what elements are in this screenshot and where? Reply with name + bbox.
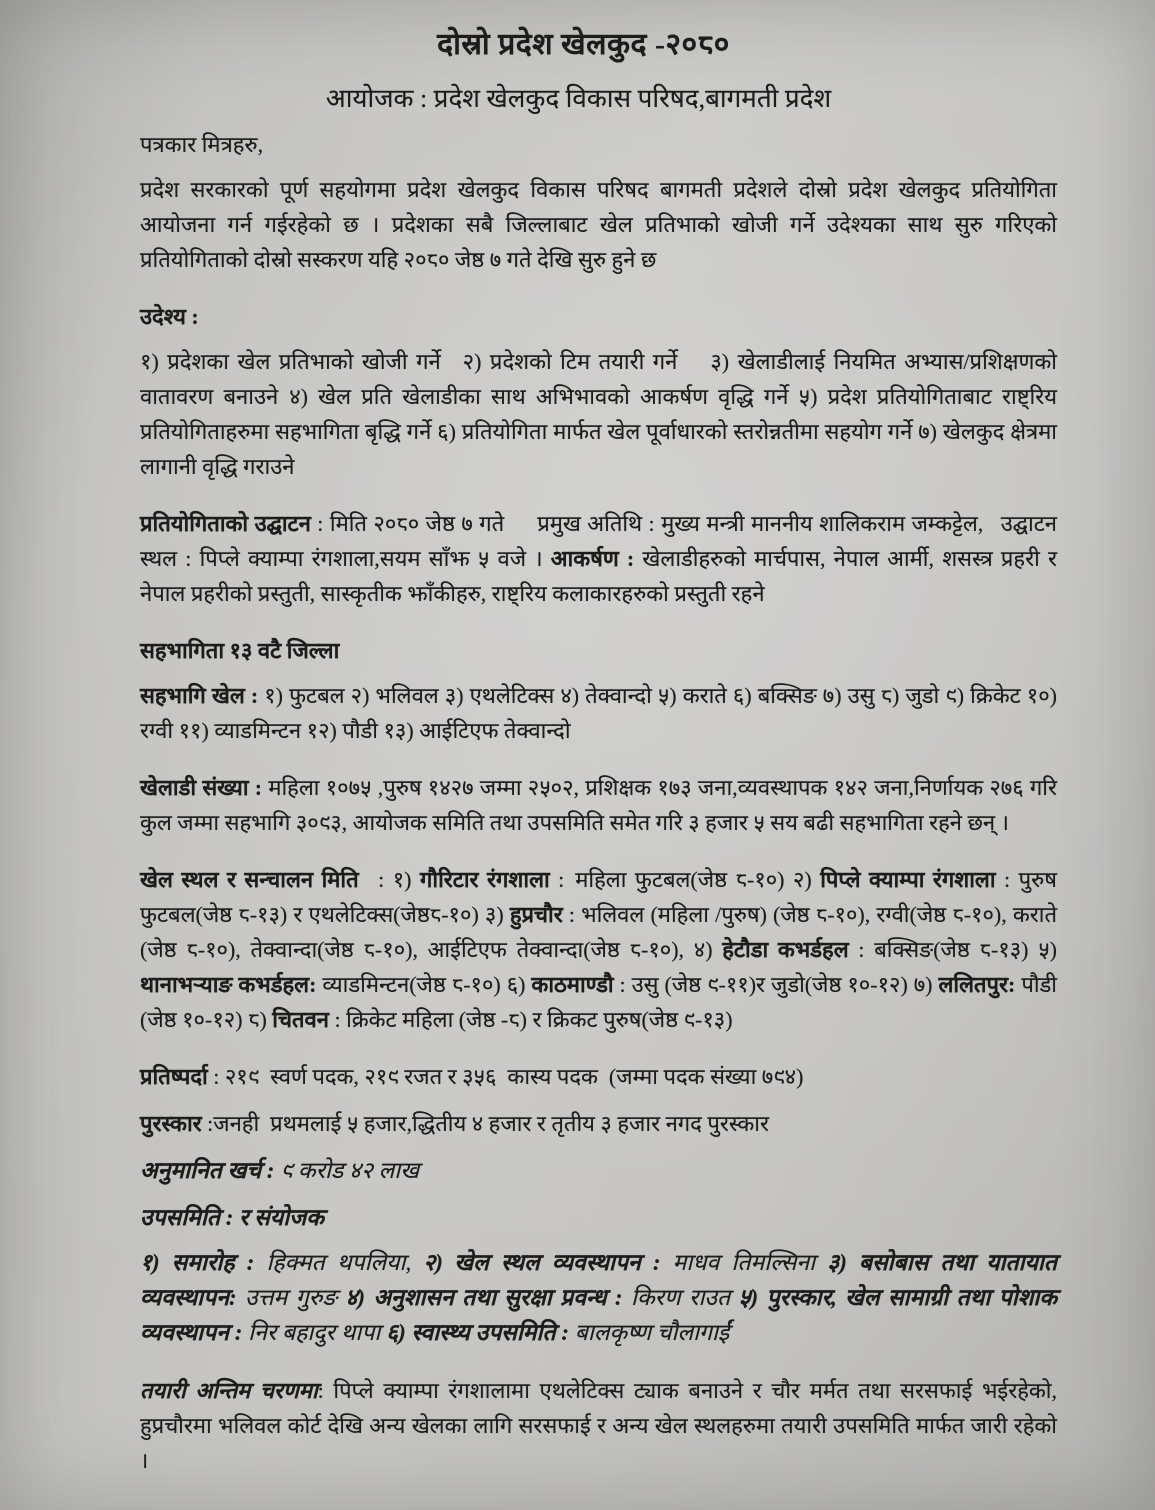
objectives-heading: उदेश्य : [140, 304, 199, 329]
final-preparation-paragraph: तयारी अन्तिम चरणमा: पिप्ले क्याम्पा रंगशालामा एथलेटिक्स ट्याक बनाउने र चौर मर्मत तथा सरसफाई भईरहेको, हुप्रचौरमा भलिवल कोर्ट देखि अन्य खेलका लागि सरसफाई र अन्य खेल स्थलहरुमा तयारी उपसमिति मार्फत जारी रहेको । [140, 1378, 1057, 1473]
inauguration-paragraph: प्रतियोगिताको उद्घाटन : मिति २०८० जेष्ठ ७ गते प्रमुख अतिथि : मुख्य मन्त्री माननीय शालिकराम जम्कट्टेल, उद्घाटन स्थल : पिप्ले क्याम्पा रंगशाला,सयम साँझ ५ वजे । आकर्षण : खेलाडीहरुको मार्चपास, नेपाल आर्मी, शसस्त्र प्रहरी र नेपाल प्रहरीको प्रस्तुती, सास्कृतीक झाँकीहरु, राष्ट्रिय कलाकारहरुको प्रस्तुती रहने [140, 511, 1057, 606]
prize-line: पुरस्कार :जनही प्रथमलाई ५ हजार,द्धितीय ४ हजार र तृतीय ३ हजार नगद पुरस्कार [140, 1111, 769, 1136]
venues-schedule-paragraph: खेल स्थल र सन्चालन मिति : १) गौरिटार रंगशाला : महिला फुटबल(जेष्ठ ८-१०) २) पिप्ले क्याम्पा रंगशाला : पुरुष फुटबल(जेष्ठ ८-१३) र एथलेटिक्स(जेष्ठ८-१०) ३) हुप्रचौर : भलिवल (महिला /पुरुष) (जेष्ठ ८-१०), रग्वी(जेष्ठ ८-१०), कराते (जेष्ठ ८-१०), तेक्वान्दा(जेष्ठ ८-१०), आईटिएफ तेक्वान्दा(जेष्ठ ८-१०), ४) हेटौडा कभर्डहल : बक्सिङ(जेष्ठ ८-१३) ५) थानाभऱ्याङ कभर्डहल: व्याडमिन्टन(जेष्ठ ८-१०) ६) काठमाण्डौ : उसु (जेष्ठ ९-११)र जुडो(जेष्ठ १०-१२) ७) ललितपुर: पौडी (जेष्ठ १०-१२) ८) चितवन : क्रिकेट महिला (जेष्ठ -८) र क्रिकट पुरुष(जेष्ठ ९-१३) [140, 867, 1057, 1032]
participation-heading: सहभागिता १३ वटै जिल्ला [140, 638, 340, 663]
objectives-paragraph: १) प्रदेशका खेल प्रतिभाको खोजी गर्ने २) प्रदेशको टिम तयारी गर्ने ३) खेलाडीलाई नियमित अभ्यास/प्रशिक्षणको वातावरण बनाउने ४) खेल प्रति खेलाडीका साथ अभिभावको आकर्षण वृद्धि गर्ने ५) प्रदेश प्रतियोगिताबाट राष्ट्रिय प्रतियोगिताहरुमा सहभागिता बृद्धि गर्ने ६) प्रतियोगिता मार्फत खेल पूर्वाधारको स्तरोन्नतीमा सहयोग गर्ने ७) खेलकुद क्षेत्रमा लागानी वृद्धि गराउने [140, 349, 1057, 479]
organizer-line: आयोजक : प्रदेश खेलकुद विकास परिषद,बागमती प्रदेश [325, 84, 832, 113]
document-title: दोस्रो प्रदेश खेलकुद -२०८० [437, 28, 730, 61]
budget-line: अनुमानित खर्च : ९ करोड ४२ लाख [140, 1158, 420, 1183]
salutation: पत्रकार मित्रहरु, [140, 132, 264, 157]
subcommittee-heading: उपसमिति : र संयोजक [140, 1205, 324, 1230]
subcommittee-list-paragraph: १) समारोह : हिक्मत थपलिया, २) खेल स्थल व्यवस्थापन : माधव तिमल्सिना ३) बसोबास तथा यातायात व्यवस्थापन: उत्तम गुरुङ ४) अनुशासन तथा सुरक्षा प्रवन्ध : किरण राउत ५) पुरस्कार, खेल सामाग्री तथा पोशाक व्यवस्थापन : निर बहादुर थापा ६) स्वास्थ्य उपसमिति : बालकृष्ण चौलागाईं [140, 1250, 1057, 1345]
intro-paragraph: प्रदेश सरकारको पूर्ण सहयोगमा प्रदेश खेलकुद विकास परिषद बागमती प्रदेशले दोस्रो प्रदेश खेलकुद प्रतियोगिता आयोजना गर्न गईरहेको छ । प्रदेशका सबै जिल्लाबाट खेल प्रतिभाको खोजी गर्ने उदेश्यका साथ सुरु गरिएको प्रतियोगिताको दोस्रो सस्करण यहि २०८० जेष्ठ ७ गते देखि सुरु हुने छ [140, 177, 1057, 272]
sports-list-paragraph: सहभागि खेल : १) फुटबल २) भलिवल ३) एथलेटिक्स ४) तेक्वान्दो ५) कराते ६) बक्सिङ ७) उसु ८) जुडो ९) क्रिकेट १०) रग्वी ११) व्याडमिन्टन १२) पौडी १३) आईटिएफ तेक्वान्दो [140, 683, 1057, 743]
players-count-paragraph: खेलाडी संख्या : महिला १०७५ ,पुरुष १४२७ जम्मा २५०२, प्रशिक्षक १७३ जना,व्यवस्थापक १४२ जना,निर्णायक २७६ गरि कुल जम्मा सहभागि ३०९३, आयोजक समिति तथा उपसमिति समेत गरि ३ हजार ५ सय बढी सहभागिता रहने छन् । [140, 775, 1057, 835]
medals-line: प्रतिष्पर्दा : २१९ स्वर्ण पदक, २१९ रजत र ३५६ कास्य पदक (जम्मा पदक संख्या ७९४) [140, 1064, 804, 1089]
